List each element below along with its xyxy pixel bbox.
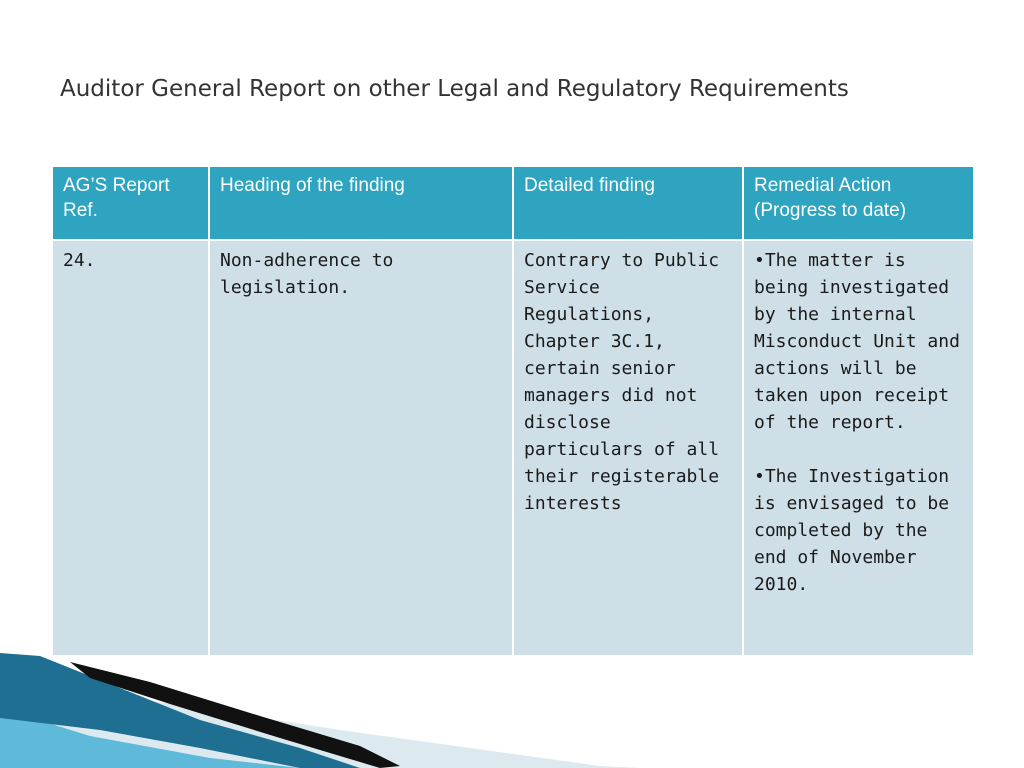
header-detailed-finding: Detailed finding <box>513 166 743 240</box>
wave-decoration <box>0 648 640 768</box>
cell-detailed-finding: Contrary to Public Service Regulations, Chapter 3C.1, certain senior managers did not disclose particulars of all their registerable interests <box>513 240 743 656</box>
table-row <box>52 240 974 656</box>
cell-finding-heading: Non-adherence to legislation. <box>209 240 513 656</box>
header-report-ref: AG’S Report Ref. <box>52 166 209 240</box>
slide-title: Auditor General Report on other Legal and Regulatory Requirements <box>60 76 849 102</box>
remedial-point: •The Investigation is envisaged to be completed by the end of November 2010. <box>754 466 950 595</box>
cell-report-ref: 24. <box>52 240 209 656</box>
remedial-point: •The matter is being investigated by the internal Misconduct Unit and actions will be taken upon receipt of the report. <box>754 250 960 433</box>
header-finding-heading: Heading of the finding <box>209 166 513 240</box>
table-header-row <box>52 166 974 240</box>
cell-remedial-action <box>743 240 974 656</box>
header-remedial-action: Remedial Action (Progress to date) <box>743 166 974 240</box>
findings-table <box>51 165 975 657</box>
